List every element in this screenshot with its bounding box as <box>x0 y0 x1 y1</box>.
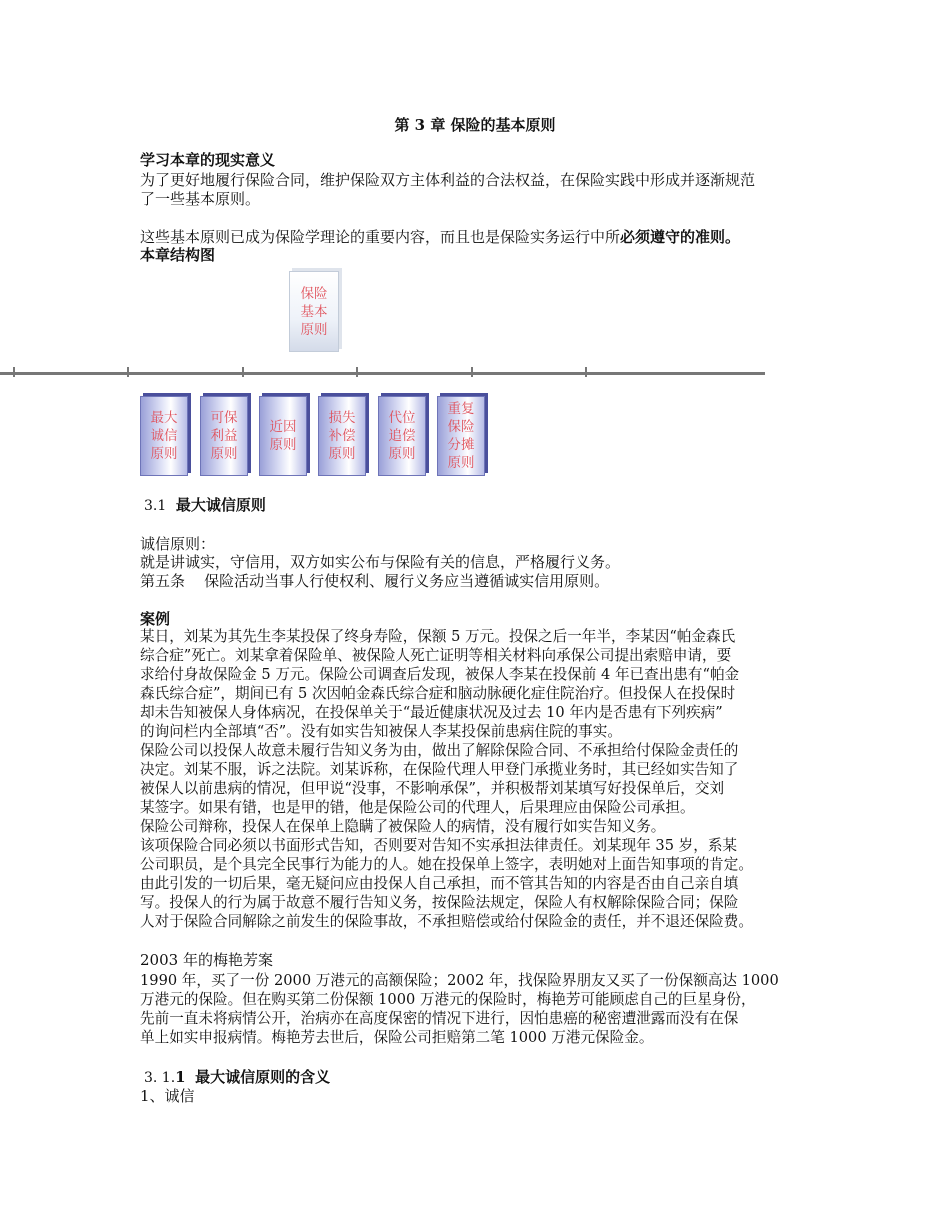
mei-case-body <box>140 971 830 1047</box>
mei-case-heading: 2003 年的梅艳芳案 <box>140 951 273 969</box>
intro-line: 为了更好地履行保险合同，维护保险双方主体利益的合法权益，在保险实践中形成并逐渐规范 <box>140 171 756 189</box>
case-line: 写。投保人的行为属于故意不履行告知义务，按保险法规定，保险人有权解除保险合同；保险 <box>140 894 739 911</box>
law-article: 第五条 保险活动当事人行使权利、履行义务应当遵循诚实信用原则。 <box>140 572 610 590</box>
case-line: 保险公司以投保人故意未履行告知义务为由，做出了解除保险合同、不承担给付保险金责任的 <box>140 742 739 759</box>
intro-line: 了一些基本原则。 <box>140 190 261 208</box>
principle-box <box>437 396 485 476</box>
principle-box <box>140 396 188 476</box>
intro-heading: 学习本章的现实意义 <box>140 151 276 169</box>
case-line: 综合症”死亡。刘某拿着保险单、被保险人死亡证明等相关材料向承保公司提出索赔申请，要 <box>140 647 732 664</box>
list-item: 1、诚信 <box>140 1087 195 1105</box>
case-line: 人对于保险合同解除之前发生的保险事故，不承担赔偿或给付保险金的责任，并不退还保险费。 <box>140 913 753 930</box>
principle-label: 可保 利益 原则 <box>210 410 238 462</box>
subsection-title: 最大诚信原则的含义 <box>195 1068 331 1086</box>
principle-label: 重复 保险 分摊 原则 <box>447 401 475 471</box>
diagram-tick <box>127 367 129 377</box>
structure-heading: 本章结构图 <box>140 246 216 264</box>
principle-box <box>259 396 307 476</box>
subsection-number-bold: 1 <box>175 1068 186 1086</box>
diagram-tick <box>471 367 473 377</box>
case-line: 某日，刘某为其先生李某投保了终身寿险，保额 5 万元。投保之后一年半，李某因“帕金森氏 <box>140 628 736 645</box>
case-line: 却未告知被保人身体病况，在投保单关于“最近健康状况及过去 10 年内是否患有下列疾病” <box>140 704 723 721</box>
principle-box <box>200 396 248 476</box>
case-line: 决定。刘某不服，诉之法院。刘某诉称，在保险代理人甲登门承揽业务时，其已经如实告知了 <box>140 761 739 778</box>
diagram-tick <box>13 367 15 377</box>
diagram-tick <box>356 367 358 377</box>
mei-case-line: 万港元的保险。但在购买第二份保额 1000 万港元的保险时，梅艳芳可能顾虑自己的巨星身份， <box>140 991 756 1008</box>
principle-label: 近因 原则 <box>269 419 297 453</box>
case-line: 求给付身故保险金 5 万元。保险公司调查后发现，被保人李某在投保前 4 年已查出患有“帕金 <box>140 666 740 683</box>
principle-box <box>318 396 366 476</box>
case-line: 公司职员，是个具完全民事行为能力的人。她在投保单上签字，表明她对上面告知事项的肯定。 <box>140 856 753 873</box>
definition-label: 诚信原则： <box>140 535 216 553</box>
mei-case-line: 先前一直未将病情公开，治病亦在高度保密的情况下进行，因怕患癌的秘密遭泄露而没有在保 <box>140 1010 739 1027</box>
principle-label: 最大 诚信 原则 <box>150 410 178 462</box>
case-line: 森氏综合症”，期间已有 5 次因帕金森氏综合症和脑动脉硬化症住院治疗。但投保人在投保时 <box>140 685 736 702</box>
intro-line <box>140 228 830 247</box>
case-line: 保险公司辩称，投保人在保单上隐瞒了被保险人的病情，没有履行如实告知义务。 <box>140 818 666 835</box>
mei-case-line: 单上如实申报病情。梅艳芳去世后，保险公司拒赔第二笔 1000 万港元保险金。 <box>140 1029 654 1046</box>
case-line: 由此引发的一切后果，毫无疑问应由投保人自己承担，而不管其告知的内容是否由自己亲自填 <box>140 875 739 892</box>
section-number: 3.1 <box>144 498 167 514</box>
section-heading <box>144 496 834 516</box>
subsection-number: 3. 1. <box>144 1070 176 1086</box>
definition-text: 就是讲诚实，守信用，双方如实公布与保险有关的信息，严格履行义务。 <box>140 553 621 571</box>
case-line: 被保人以前患病的情况，但甲说“没事，不影响承保”，并积极帮刘某填写好投保单后，交刘 <box>140 780 725 797</box>
principle-label: 损失 补偿 原则 <box>328 410 356 462</box>
case-line: 的询问栏内全部填“否”。没有如实告知被保人李某投保前患病住院的事实。 <box>140 723 622 740</box>
diagram-tick <box>242 367 244 377</box>
principle-box <box>378 396 426 476</box>
chapter-title: 第 3 章 保险的基本原则 <box>394 116 556 134</box>
case-heading: 案例 <box>140 610 171 628</box>
subsection-heading <box>144 1068 834 1088</box>
diagram-tick <box>585 367 587 377</box>
section-title: 最大诚信原则 <box>175 496 266 514</box>
root-principle-label: 保险 基本 原则 <box>300 285 328 338</box>
principle-label: 代位 追偿 原则 <box>388 410 416 462</box>
case-body <box>140 627 830 931</box>
root-principle-box <box>289 271 339 352</box>
case-line: 该项保险合同必须以书面形式告知，否则要对告知不实承担法律责任。刘某现年 35 岁，系某 <box>140 837 738 854</box>
intro-line-bold: 必须遵守的准则。 <box>620 228 741 246</box>
case-line: 某签字。如果有错，也是甲的错，他是保险公司的代理人，后果理应由保险公司承担。 <box>140 799 695 816</box>
intro-line-normal: 这些基本原则已成为保险学理论的重要内容，而且也是保险实务运行中所 <box>140 228 621 246</box>
mei-case-line: 1990 年，买了一份 2000 万港元的高额保险；2002 年，找保险界朋友又买了一份保额高达 1000 <box>140 972 779 989</box>
diagram-connector-line <box>0 372 765 375</box>
